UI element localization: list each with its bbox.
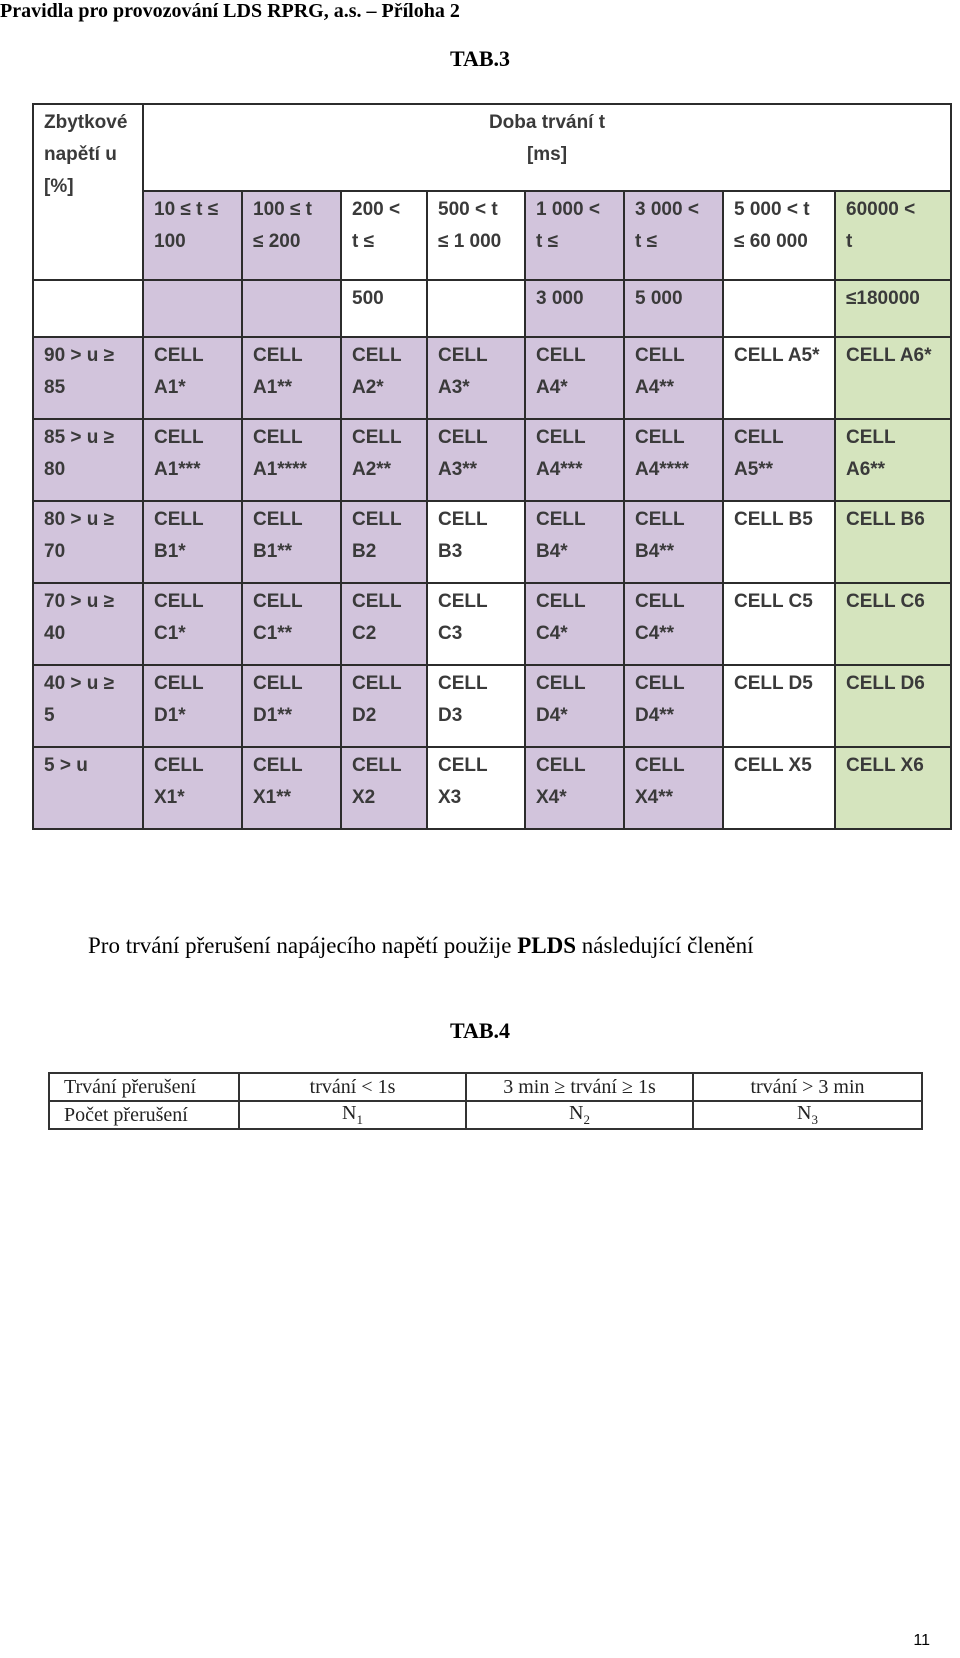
- tab3-body: [33, 337, 951, 829]
- tab4-value: N: [342, 1102, 357, 1124]
- tab4-cell: trvání > 3 min: [693, 1073, 922, 1101]
- table-row: [33, 583, 951, 665]
- table-cell: CELL A6*: [835, 337, 951, 419]
- tab4-subscript: 2: [583, 1112, 590, 1127]
- document-header: Pravidla pro provozování LDS RPRG, a.s. – Příloha 2: [0, 0, 460, 22]
- table-row: [33, 501, 951, 583]
- paragraph-text-end: následující členění: [575, 933, 754, 958]
- table-cell: CELL B1**: [242, 501, 341, 583]
- table-cell: CELL B4*: [525, 501, 624, 583]
- duration-continuation: ≤180000: [835, 280, 951, 337]
- tab4-cell: [693, 1101, 922, 1129]
- tab3-table: [32, 103, 952, 830]
- table-cell: CELL A1*: [143, 337, 242, 419]
- table-cell: CELL B5: [723, 501, 835, 583]
- table-cell: CELL X3: [427, 747, 525, 829]
- duration-continuation: 3 000: [525, 280, 624, 337]
- table-cell: CELL C5: [723, 583, 835, 665]
- table-cell: CELL D1**: [242, 665, 341, 747]
- table-cell: CELL C4*: [525, 583, 624, 665]
- table-cell: CELL X4**: [624, 747, 723, 829]
- tab4-cell: [466, 1101, 693, 1129]
- table-cell: CELL B2: [341, 501, 427, 583]
- row-label: 80 > u ≥ 70: [33, 501, 143, 583]
- paragraph-text: Pro trvání přerušení napájecího napětí použije: [88, 933, 518, 958]
- table-cell: CELL X2: [341, 747, 427, 829]
- tab4-value: N: [569, 1102, 584, 1124]
- table-cell: CELL X6: [835, 747, 951, 829]
- table-cell: CELL A5*: [723, 337, 835, 419]
- duration-header: 200 < t ≤: [341, 191, 427, 280]
- duration-header: 3 000 < t ≤: [624, 191, 723, 280]
- table-cell: CELL A4****: [624, 419, 723, 501]
- table-cell: CELL A1**: [242, 337, 341, 419]
- table-cell: CELL C2: [341, 583, 427, 665]
- table-row: [33, 419, 951, 501]
- duration-header: 5 000 < t ≤ 60 000: [723, 191, 835, 280]
- table-cell: CELL A4***: [525, 419, 624, 501]
- row-label: 70 > u ≥ 40: [33, 583, 143, 665]
- duration-continuation: 5 000: [624, 280, 723, 337]
- table-cell: CELL D5: [723, 665, 835, 747]
- duration-continuation: [427, 280, 525, 337]
- table-cell: CELL D4**: [624, 665, 723, 747]
- table-cell: CELL B4**: [624, 501, 723, 583]
- table-cell: CELL D6: [835, 665, 951, 747]
- duration-continuation: [723, 280, 835, 337]
- table-cell: CELL C6: [835, 583, 951, 665]
- table-cell: CELL B1*: [143, 501, 242, 583]
- corner-label: Zbytkové napětí u [%]: [33, 104, 143, 280]
- table-cell: CELL C3: [427, 583, 525, 665]
- tab4-value: N: [797, 1102, 812, 1124]
- table-cell: CELL A2*: [341, 337, 427, 419]
- tab4-cell: trvání < 1s: [239, 1073, 466, 1101]
- paragraph: [88, 933, 754, 959]
- table-cell: CELL A5**: [723, 419, 835, 501]
- duration-label: [143, 104, 951, 191]
- table-cell: CELL A2**: [341, 419, 427, 501]
- table-cell: CELL D4*: [525, 665, 624, 747]
- table-cell: CELL D3: [427, 665, 525, 747]
- table-cell: CELL D1*: [143, 665, 242, 747]
- duration-header: 100 ≤ t ≤ 200: [242, 191, 341, 280]
- table-cell: CELL C4**: [624, 583, 723, 665]
- duration-continuation-row: [33, 280, 951, 337]
- duration-header: 10 ≤ t ≤ 100: [143, 191, 242, 280]
- duration-label-line1: Doba trvání t: [488, 112, 606, 133]
- table-cell: CELL X1**: [242, 747, 341, 829]
- table-cell: CELL A3*: [427, 337, 525, 419]
- table-cell: CELL C1*: [143, 583, 242, 665]
- duration-header: 1 000 < t ≤: [525, 191, 624, 280]
- table-row: [49, 1073, 922, 1101]
- table-row: [33, 665, 951, 747]
- table-cell: CELL X5: [723, 747, 835, 829]
- tab4-subscript: 1: [356, 1112, 363, 1127]
- table-cell: CELL X4*: [525, 747, 624, 829]
- table-row: [49, 1101, 922, 1129]
- table-cell: CELL B3: [427, 501, 525, 583]
- table-row: [33, 747, 951, 829]
- table-cell: CELL D2: [341, 665, 427, 747]
- paragraph-bold: PLDS: [517, 933, 576, 958]
- tab3-title: TAB.3: [449, 46, 511, 71]
- duration-label-line2: [ms]: [526, 144, 568, 165]
- duration-header: 60000 < t: [835, 191, 951, 280]
- tab4-row-header: Počet přerušení: [49, 1101, 239, 1129]
- table-cell: CELL A4**: [624, 337, 723, 419]
- tab4-subscript: 3: [811, 1112, 818, 1127]
- row-label: 90 > u ≥ 85: [33, 337, 143, 419]
- tab4-cell: 3 min ≥ trvání ≥ 1s: [466, 1073, 693, 1101]
- tab4-row-header: Trvání přerušení: [49, 1073, 239, 1101]
- table-row: [33, 337, 951, 419]
- duration-header: 500 < t ≤ 1 000: [427, 191, 525, 280]
- row-label: 85 > u ≥ 80: [33, 419, 143, 501]
- table-cell: CELL A3**: [427, 419, 525, 501]
- table-cell: CELL B6: [835, 501, 951, 583]
- tab4-table: [48, 1072, 923, 1130]
- tab4-title: TAB.4: [449, 1018, 511, 1043]
- table-cell: CELL A6**: [835, 419, 951, 501]
- row-label: 40 > u ≥ 5: [33, 665, 143, 747]
- duration-header-row: [33, 191, 951, 280]
- empty-cell: [33, 280, 143, 337]
- table-cell: CELL A1***: [143, 419, 242, 501]
- table-cell: CELL A4*: [525, 337, 624, 419]
- duration-continuation: 500: [341, 280, 427, 337]
- duration-continuation: [242, 280, 341, 337]
- page-number: 11: [913, 1632, 930, 1649]
- table-cell: CELL X1*: [143, 747, 242, 829]
- table-cell: CELL A1****: [242, 419, 341, 501]
- table-cell: CELL C1**: [242, 583, 341, 665]
- duration-continuation: [143, 280, 242, 337]
- row-label: 5 > u: [33, 747, 143, 829]
- tab4-cell: [239, 1101, 466, 1129]
